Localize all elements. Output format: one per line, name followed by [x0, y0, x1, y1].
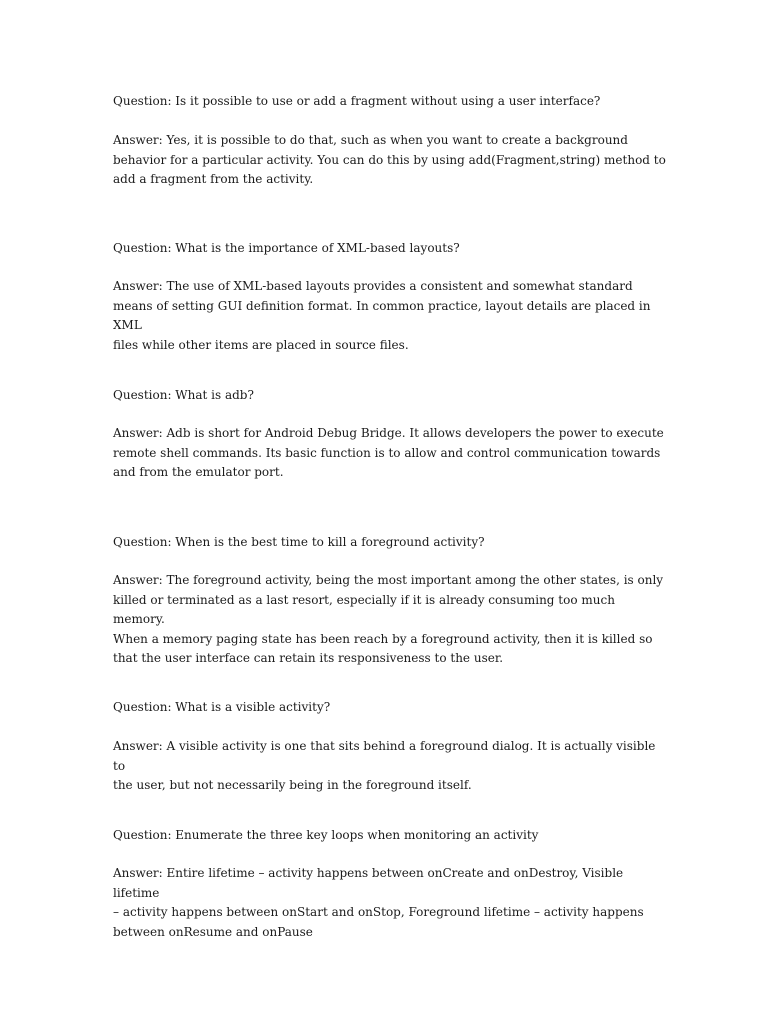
answer-line: – activity happens between onStart and onStop, Foreground lifetime – activity happens — [113, 905, 644, 919]
question-3: Question: What is adb? — [113, 388, 254, 402]
answer-line: that the user interface can retain its responsiveness to the user. — [113, 651, 504, 665]
answer-line: remote shell commands. Its basic function is to allow and control communication towards — [113, 445, 661, 460]
answer-line: files while other items are placed in source files. — [113, 337, 409, 352]
question-5: Question: What is a visible activity? — [113, 700, 331, 714]
answer-4 — [113, 571, 668, 669]
answer-5 — [113, 737, 668, 796]
answer-line: When a memory paging state has been reach by a foreground activity, then it is killed so — [113, 631, 653, 646]
answer-line: add a fragment from the activity. — [113, 172, 314, 186]
answer-line: behavior for a particular activity. You can do this by using add(Fragment,string) method to — [113, 152, 666, 167]
answer-line: killed or terminated as a last resort, especially if it is already consuming too much memory. — [113, 592, 615, 626]
question-1: Question: Is it possible to use or add a fragment without using a user interface? — [113, 94, 601, 108]
answer-3 — [113, 424, 668, 483]
answer-6 — [113, 864, 668, 942]
answer-line: Answer: A visible activity is one that sits behind a foreground dialog. It is actually visible to — [113, 739, 656, 773]
answer-line: and from the emulator port. — [113, 465, 284, 479]
answer-line: between onResume and onPause — [113, 924, 313, 939]
answer-line: the user, but not necessarily being in the foreground itself. — [113, 778, 472, 792]
question-6: Question: Enumerate the three key loops when monitoring an activity — [113, 828, 539, 842]
question-2: Question: What is the importance of XML-based layouts? — [113, 241, 460, 255]
answer-line: Answer: Entire lifetime – activity happens between onCreate and onDestroy, Visible lifetime — [113, 866, 624, 900]
answer-line: Answer: Adb is short for Android Debug Bridge. It allows developers the power to execute — [113, 426, 664, 440]
question-4: Question: When is the best time to kill a foreground activity? — [113, 535, 485, 549]
answer-line: Answer: The use of XML-based layouts provides a consistent and somewhat standard — [113, 279, 633, 293]
answer-line: means of setting GUI definition format. In common practice, layout details are placed in XML — [113, 298, 651, 332]
answer-line: Answer: The foreground activity, being the most important among the other states, is only — [113, 573, 664, 587]
answer-2 — [113, 277, 668, 355]
answer-line: Answer: Yes, it is possible to do that, such as when you want to create a background — [113, 133, 628, 147]
answer-1 — [113, 131, 668, 190]
